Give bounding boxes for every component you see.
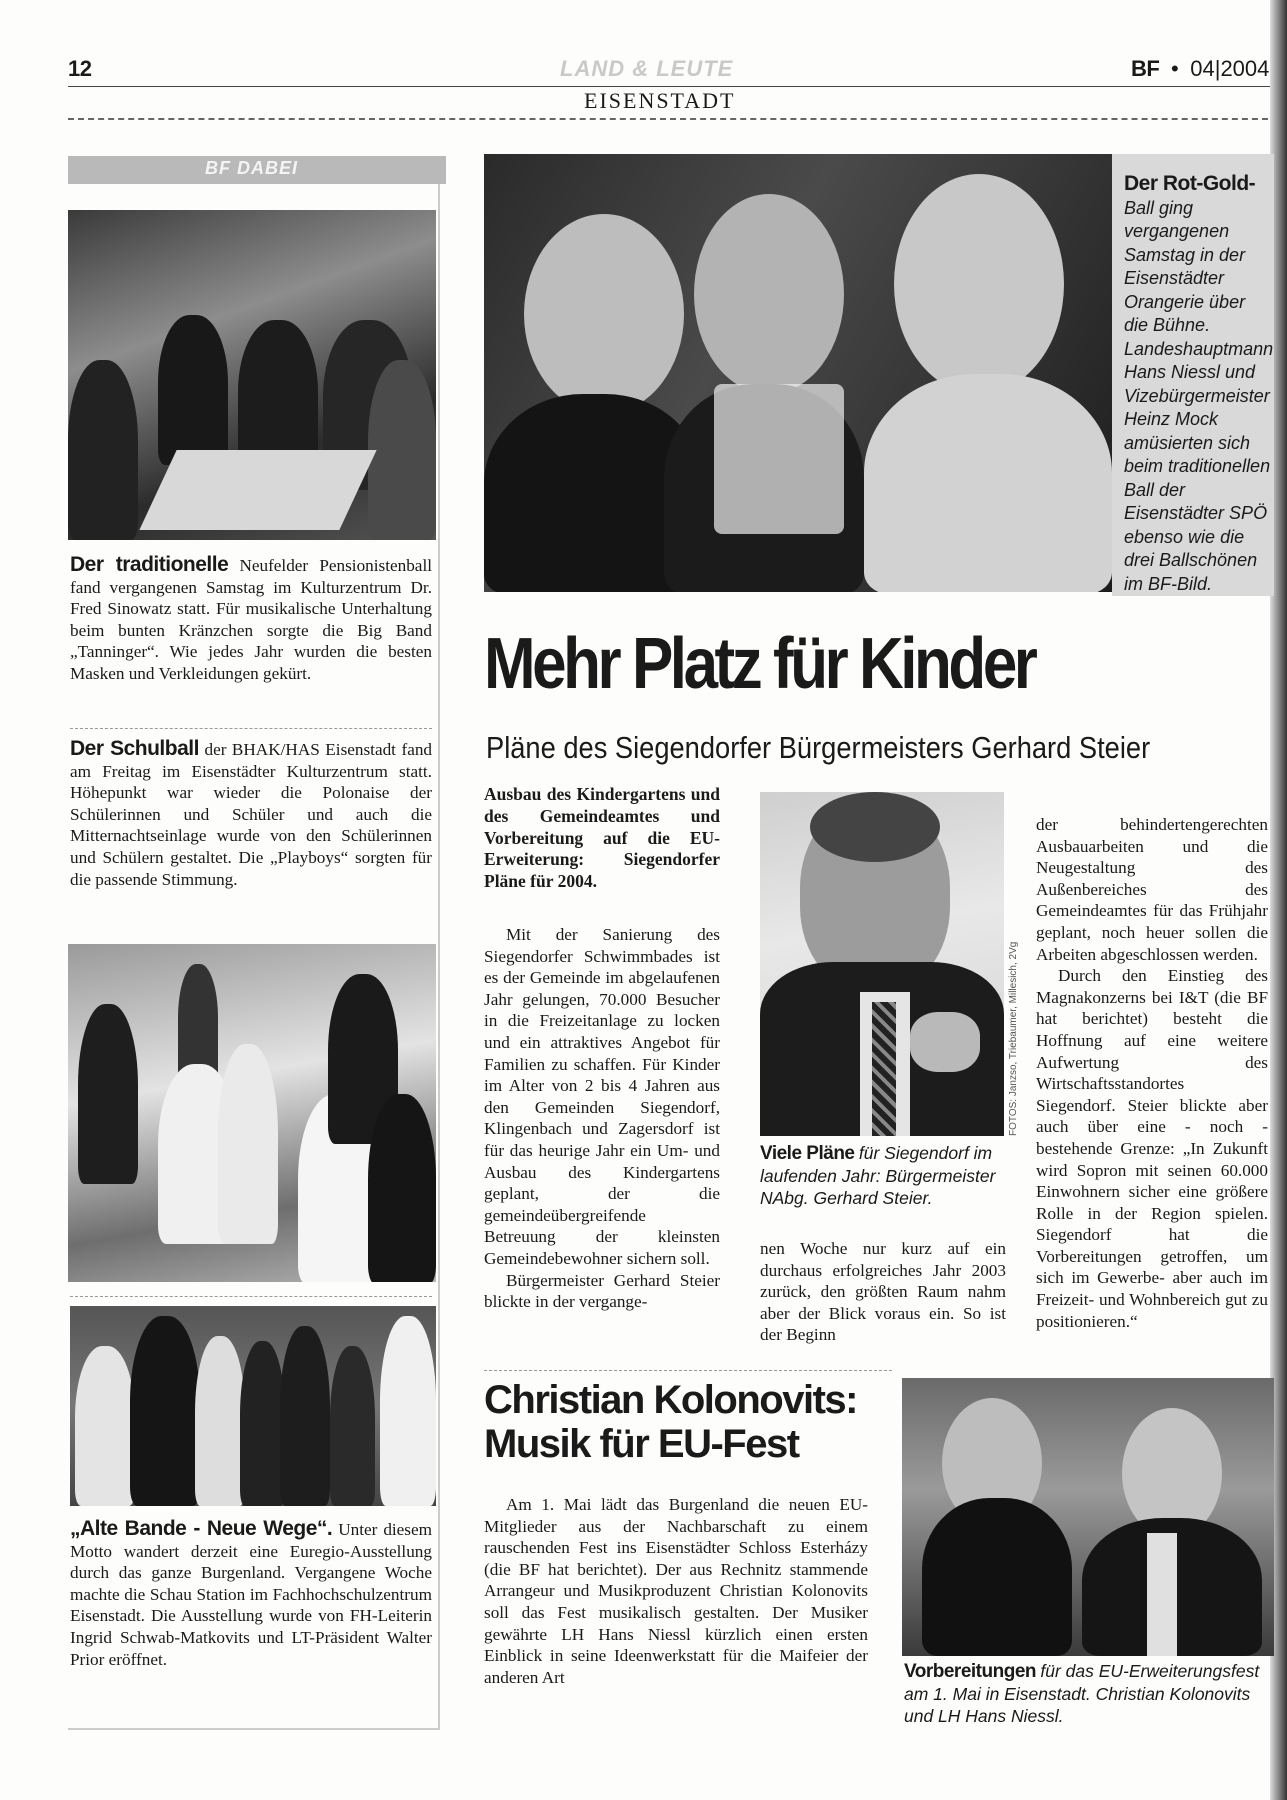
subsection-title: EISENSTADT [584,88,736,113]
steier-photo-caption [760,1142,1006,1209]
sidebar-divider-1 [70,728,432,729]
photo-gerhard-steier [760,792,1004,1136]
sidebar-item-pensioners-lead: Der traditionelle [70,553,229,576]
sidebar-item-pensioners-text: Neufelder Pensionistenball fand vergangenen Samstag im Kulturzentrum Dr. Fred Sinowatz statt. Für musikalische Unterhaltung beim bunten Kränzchen sorgte die Big Band „Tanninger“. Wie jedes Jahr wurden die besten Masken und Verkleidungen gekürt. [70,556,432,683]
main-subheadline: Pläne des Siegendorfer Bürgermeisters Gerhard Steier [486,730,1151,765]
main-headline: Mehr Platz für Kinder [484,624,1035,704]
sidebar-item-euregio-text: Unter diesem Motto wandert derzeit eine Euregio-Ausstellung durch das ganze Burgenland. Vergangene Woche machte die Schau Station im Fachhochschulzentrum Eisenstadt. Die Ausstellung wurde von FH-Leiterin Ingrid Schwab-Matkovits und LT-Präsident Walter Prior eröffnet. [70,1520,432,1669]
second-article-body: Am 1. Mai lädt das Burgenland die neuen EU-Mitglieder aus der Nachbarschaft zu einem rauschenden Fest ins Eisenstädter Schloss Esterházy (die BF hat berichtet). Der aus Rechnitz stammende Arrangeur und Musikproduzent Christian Kolonovits soll das Fest musikalisch gestalten. Der Musiker gewährte LH Hans Niessl kürzlich einen ersten Einblick in seine Ideenwerkstatt für die Maifeier der anderen Art [484,1495,868,1687]
sidebar-label: BF DABEI [205,158,298,178]
header-rule [68,86,1278,87]
second-headline: Christian Kolonovits: Musik für EU-Fest [484,1378,857,1466]
main-col1-body [484,924,720,1313]
main-col3-body [1036,814,1268,1332]
photo-kolonovits-niessl [902,1378,1274,1656]
sidebar-item-pensioners [70,554,432,685]
main-col3-paragraph-1: der behindertengerechten Ausbauarbeiten und die Neugestaltung des Außenbereiches des Gemeindeamtes für das Frühjahr geplant, noch heuer sollen die Arbeiten abgeschlossen werden. [1036,815,1268,964]
bullet-icon: • [1164,56,1185,81]
sidebar-divider-2 [70,1296,432,1297]
sidebar-item-euregio-lead: „Alte Bande - Neue Wege“. [70,1517,333,1540]
top-photo-caption [1124,172,1272,596]
issue-number: 04|2004 [1190,56,1270,81]
steier-photo-caption-lead: Viele Pläne [760,1143,855,1164]
sidebar-item-euregio [70,1518,432,1670]
kolonovits-photo-caption [904,1660,1276,1727]
main-col1-paragraph-1: Mit der Sanierung des Siegendorfer Schwimmbades ist es der Gemeinde im abgelaufenen Jahr gelungen, 70.000 Besucher in die Freizeitanlage zu locken und ein attraktives Angebot für Familien zu schaffen. Für Kinder im Alter von 2 bis 4 Jahren aus den Gemeinden Siegendorf, Klingenbach und Zagersdorf ist für das heurige Jahr ein Um- und Ausbau des Kindergartens geplant, der die gemeindeübergreifende Betreuung der kleinsten Gemeindebewohner sichern soll. [484,925,720,1268]
steier-photo-caption-text: für Siegendorf im laufenden Jahr: Bürgermeister NAbg. Gerhard Steier. [760,1143,996,1208]
sidebar-item-school-ball-lead: Der Schulball [70,737,199,760]
photo-school-ball-polonaise [68,944,436,1282]
issue-info [1131,56,1269,82]
photo-credit: FOTOS: Janzso, Triebaumer, Millesich, 2Vg [1008,941,1019,1136]
sidebar-item-school-ball [70,738,432,890]
main-teaser: Ausbau des Kindergartens und des Gemeindeamtes und Vorbereitung auf die EU-Erweiterung: Siegendorfer Pläne für 2004. [484,784,720,892]
kolonovits-photo-caption-text: für das EU-Erweiterungsfest am 1. Mai in Eisenstadt. Christian Kolonovits und LH Hans Niessl. [904,1661,1260,1726]
header-dashed-divider [68,118,1278,120]
paper-name: BF [1131,56,1160,81]
top-photo-caption-lead: Der Rot-Gold- [1124,172,1256,195]
main-col3-paragraph-2: Durch den Einstieg des Magnakonzerns bei I&T (die BF hat berichtet) besteht die Hoffnung auf eine weitere Aufwertung des Wirtschaftsstandortes Siegendorf. Steier blickte aber auch über eine - noch - bestehende Grenze: „In Zukunft wird Sopron mit seinen 60.000 Einwohnern sicher eine größere Rolle in der Region spielen. Siegendorf hat die Vorbereitungen getroffen, um sich im Gewerbe- aber auch im Freizeit- und Wohnbereich gut zu positionieren.“ [1036,966,1268,1331]
photo-euregio-exhibition [70,1306,436,1506]
article-divider [484,1370,892,1371]
photo-rot-gold-ball [484,154,1112,592]
top-photo-caption-text: Ball ging vergangenen Samstag in der Eisenstädter Orangerie über die Bühne. Landeshauptmann Hans Niessl und Vizebürgermeister Heinz Mock amüsierten sich beim traditionellen Ball der Eisenstädter SPÖ ebenso wie die drei Ballschönen im BF-Bild. [1124,197,1274,594]
page-number: 12 [68,56,92,81]
kolonovits-photo-caption-lead: Vorbereitungen [904,1661,1036,1682]
section-title: LAND & LEUTE [560,56,734,81]
photo-pensioners-ball [68,210,436,540]
sidebar-item-school-ball-text: der BHAK/HAS Eisenstadt fand am Freitag im Eisenstädter Kulturzentrum statt. Höhepunkt war wieder die Polonaise der Schülerinnen und Schüler und auch die Mitternachtseinlage wurde von den Schülerinnen und Schülern gestaltet. Die „Playboys“ sorgten für die passende Stimmung. [70,740,433,889]
main-col1-paragraph-2: Bürgermeister Gerhard Steier blickte in der vergange- [484,1270,720,1312]
main-col2-body: nen Woche nur kurz auf ein durchaus erfolgreiches Jahr 2003 zurück, den größten Raum nahm aber der Blick voraus ein. So ist der Beginn [760,1239,1006,1345]
